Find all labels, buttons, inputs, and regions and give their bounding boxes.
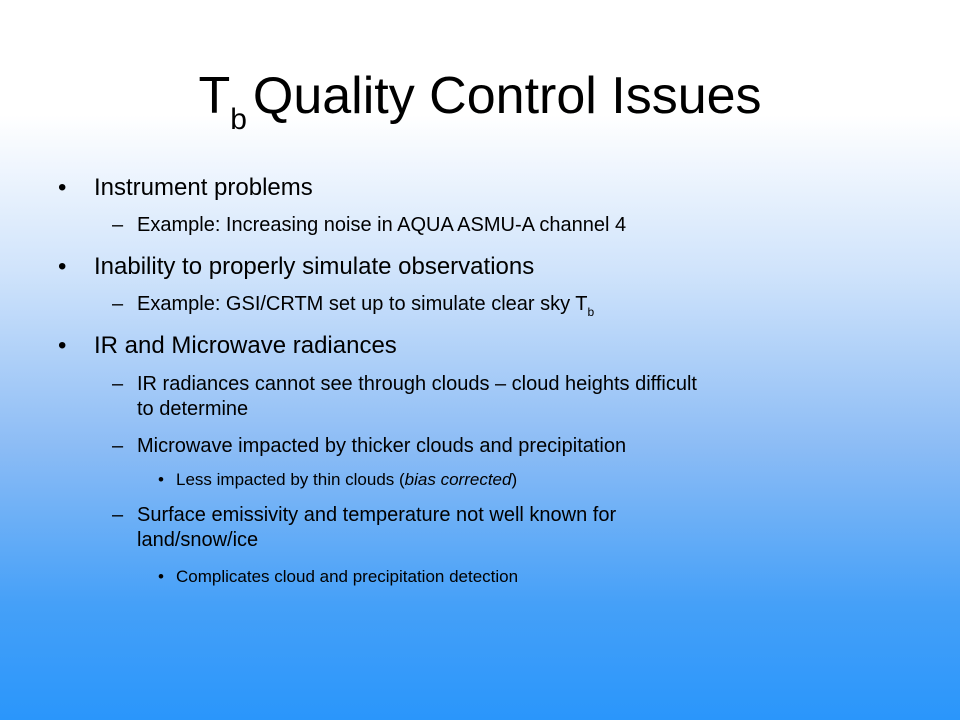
dash-marker: – — [112, 504, 124, 526]
bullet-marker: • — [58, 332, 67, 359]
title-subscript: b — [230, 103, 247, 136]
thin-clouds-italic: bias corrected — [404, 470, 512, 489]
dash-marker: – — [112, 214, 124, 236]
thin-clouds-after: ) — [511, 470, 518, 489]
subitem-surface-emissivity-line2: land/snow/ice — [137, 529, 259, 551]
bullet-ir-microwave: IR and Microwave radiances — [94, 332, 397, 359]
dash-marker: – — [112, 373, 124, 395]
subitem-microwave-impacted: Microwave impacted by thicker clouds and precipitation — [137, 435, 627, 457]
subitem-surface-emissivity-line1: Surface emissivity and temperature not well known for — [137, 504, 617, 526]
bullet-marker: • — [58, 174, 67, 201]
bullet-marker: • — [58, 253, 67, 280]
small-bullet-marker: • — [158, 470, 164, 489]
thin-clouds-before: Less impacted by thin clouds ( — [176, 470, 405, 489]
subitem-gsi-text: Example: GSI/CRTM set up to simulate clear sky T — [137, 293, 588, 315]
subitem-aqua-example: Example: Increasing noise in AQUA ASMU-A channel 4 — [137, 214, 627, 236]
bullet-inability-simulate: Inability to properly simulate observations — [94, 253, 535, 280]
subsubitem-thin-clouds — [176, 469, 517, 491]
subitem-ir-radiances-line2: to determine — [137, 398, 249, 420]
title-t: T — [198, 67, 231, 125]
subsubitem-cloud-detection: Complicates cloud and precipitation detection — [176, 567, 519, 586]
subitem-gsi-crtm-example — [137, 292, 594, 324]
dash-marker: – — [112, 293, 124, 315]
subitem-ir-radiances-line1: IR radiances cannot see through clouds – cloud heights difficult — [137, 373, 697, 395]
dash-marker: – — [112, 435, 124, 457]
small-bullet-marker: • — [158, 567, 164, 586]
title-rest: Quality Control Issues — [252, 67, 762, 125]
subitem-gsi-subscript: b — [587, 305, 595, 319]
bullet-instrument-problems: Instrument problems — [94, 174, 313, 201]
